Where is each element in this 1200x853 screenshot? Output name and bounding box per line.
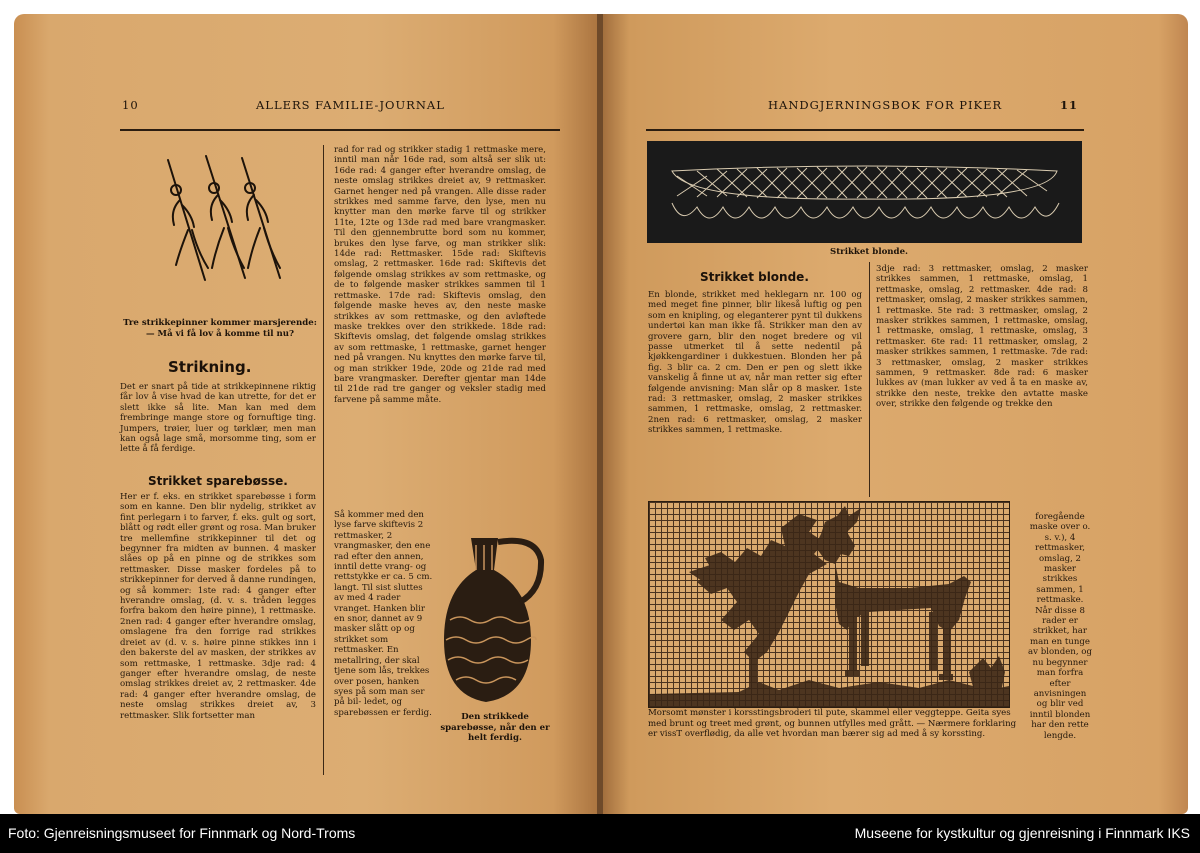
book-gutter	[597, 14, 603, 814]
cross-stitch-chart	[648, 501, 1010, 708]
sparebosse-heading: Strikket sparebøsse.	[148, 474, 288, 488]
blonde-column-1: En blonde, strikket med heklegarn nr. 100 og med meget fine pinner, blir likeså luftig og pen som en knipling, og eleganterer pynt til dukkens undertøi kan man ikke få. Strikker man den av grovere garn, blir den noget bredere og vil passe utmerket til å sette nedentil på kjøkkengardiner i dukkestuen. Blonden her på fig. 3 blir ca. 2 cm. Den er pen og slett ikke vanskelig å finne ut av, når man retter sig efter følgende anvisning: Man slår op 8 masker. 1ste rad: 3 rettmasker, omslag, 2 masker strikkes sammen, 1 rettmaske, omslag, 2 rettmasker. 2nen rad: 6 rettmasker, omslag, 2 masker strikkes sammen, 1 rettmaske.	[648, 290, 862, 436]
knitted-jug-illustration	[436, 530, 546, 710]
right-page-number: 11	[1060, 98, 1079, 112]
blonde-column-2-narrow: foregående maske over o. s. v.), 4 rettmasker, omslag, 2 masker strikkes sammen, 1 rettmaske. Når disse 8 rader er strikket, har man en tunge av blonden, og nu begynner man forfra efter anvisningen og blir ved inntil blonden har den rette lengde.	[1028, 512, 1092, 741]
left-header-rule	[120, 129, 560, 131]
blonde-heading: Strikket blonde.	[700, 270, 809, 284]
lace-photo	[647, 141, 1082, 243]
left-page-number: 10	[122, 98, 139, 112]
knitting-needles-illustration	[140, 150, 310, 310]
strikning-intro: Det er snart på tide at strikkepinnene riktig får lov å vise hvad de kan utrette, for det er slett ikke så lite. Man kan med dem frembringe mange store og fornuftige ting. Jumpers, trøier, luer og tørklær, men man kan også lage små, morsomme ting, som er lette å få ferdige.	[120, 382, 316, 455]
illustration-caption: Tre strikkepinner kommer marsjerende: — Må vi få lov å komme til nu?	[123, 318, 317, 339]
jug-caption: Den strikkede sparebøsse, når den er helt ferdig.	[440, 712, 550, 743]
sparebosse-column-2-narrow: Så kommer med den lyse farve skiftevis 2 rettmasker, 2 vrangmasker, den ene rad efter den annen, inntil dette vrang- og rettstykke er ca. 5 cm. langt. Til sist sluttes av med 4 rader vranget. Hanken blir en snor, dannet av 9 masker slått op og strikket som rettmasker. En metallring, der skal tjene som lås, trekkes over posen, hanken syes på som man ser på bil- ledet, og sparebøssen er ferdig.	[334, 510, 433, 718]
right-running-head: HANDGJERNINGSBOK FOR PIKER	[768, 98, 1003, 112]
right-column-divider	[869, 262, 870, 497]
photo-credit-bar	[0, 814, 1200, 853]
blonde-column-2: 3dje rad: 3 rettmasker, omslag, 2 masker strikkes sammen, 1 rettmaske, omslag, 1 rettmaske, omslag, 2 rettmasker. 4de rad: 8 rettmasker, omslag, 2 masker strikkes sammen, 1 rettmaske. 5te rad: 3 rettmasker, omslag, 2 masker strikkes sammen, 1 rettmaske, omslag, 1 rettmaske, omslag, 1 rettmaske, omslag, 3 rettmasker. 6te rad: 11 rettmasker, omslag, 2 masker strikkes sammen, 1 rettmaske. 7de rad: 3 rettmasker, omslag, 2 masker strikkes sammen, 9 rettmasker. 8de rad: 6 masker lukkes av (man lukker av ved å ta en maske av, strikke den neste, trekke den avtatte maske over, strikke den følgende og trekke den	[876, 264, 1088, 410]
left-running-head: ALLERS FAMILIE-JOURNAL	[256, 98, 445, 112]
strikning-heading: Strikning.	[168, 358, 252, 376]
sparebosse-column-1: Her er f. eks. en strikket sparebøsse i form som en kanne. Den blir nydelig, strikket av fint perlegarn i to farver, f. eks. gult og sort, blått og rødt eller grønt og rosa. Man bruker tre mellemfine strikkepinner til det og begynner fra midten av bunnen. 4 masker slåes op på en pinne og de strikkes som rettmasker. Disse masker fordeles på to strikkepinner for derved å danne rundingen, og så kommer: 1ste rad: 4 ganger efter hverandre omslag, (d. v. s. tråden legges forfra bakom den høire pinne), 1 rettmaske. 2nen rad: 4 ganger efter hverandre omslag, omslagene fra den forrige rad strikkes dreiet av (d. v. s. høire pinne stikkes inn i den bakerste del av masken, der strikkes av som rettmaske, 1 rettmaske. 3dje rad: 4 ganger efter hverandre omslag, de neste omslag strikkes dreiet av, 2 rettmasker. 4de rad: 4 ganger efter hverandre omslag, de neste omslag strikkes dreiet av, 3 rettmasker. Slik fortsetter man	[120, 492, 316, 721]
chart-caption: Morsomt mønster i korsstingsbroderi til pute, skammel eller veggteppe. Geita syes med brunt og treet med grønt, og bunnen utfylles med grått. — Nærmere forklaring er vissT overflødig, da alle vet hvordan man bærer sig ad med å sy korssting.	[648, 708, 1017, 739]
lace-photo-caption: Strikket blonde.	[830, 247, 909, 257]
right-header-rule	[646, 129, 1084, 131]
left-column-divider	[323, 145, 324, 775]
sparebosse-column-2: rad for rad og strikker stadig 1 rettmaske mere, inntil man når 16de rad, som altså ser slik ut: 16de rad: 4 ganger efter hverandre omslag, de neste omslag strikkes dreiet av, 9 rettmasker. Garnet henger ned på vrangen. Alle disse rader strikkes med samme farve, den lyse, men nu knytter man den mørke farve til og strikker 11te, 12te og 13de rad med bare vrangmasker. Til den gjennembrutte bord som nu kommer, brukes den lyse farve, og man strikker slik: 14de rad: Rettmasker. 15de rad: Skiftevis omslag, 2 rettmasker. 16de rad: Skiftevis det følgende omslag strikkes av som rettmaske, og de to følgende masker strikkes sammen til 1 rettmaske. 17de rad: Skiftevis omslag, den følgende maske heves av, den neste maske strikkes av som rettmaske, og den avløftede maske trekkes over den strikkede. 18de rad: Skiftevis omslag, det følgende omslag strikkes av som rettmaske, 1 rettmaske, garnet henger ned på vrangen. Nu knyttes den mørke farve til, og man strikker 19de, 20de og 21de rad med bare vrangmasker. Derefter gjentar man 14de til 21de rad tre ganger og veksler stadig med farvene på samme måte.	[334, 145, 546, 405]
footer-museum-name: Museene for kystkultur og gjenreisning i Finnmark IKS	[854, 825, 1190, 841]
footer-photo-credit: Foto: Gjenreisningsmuseet for Finnmark og Nord-Troms	[8, 825, 356, 841]
